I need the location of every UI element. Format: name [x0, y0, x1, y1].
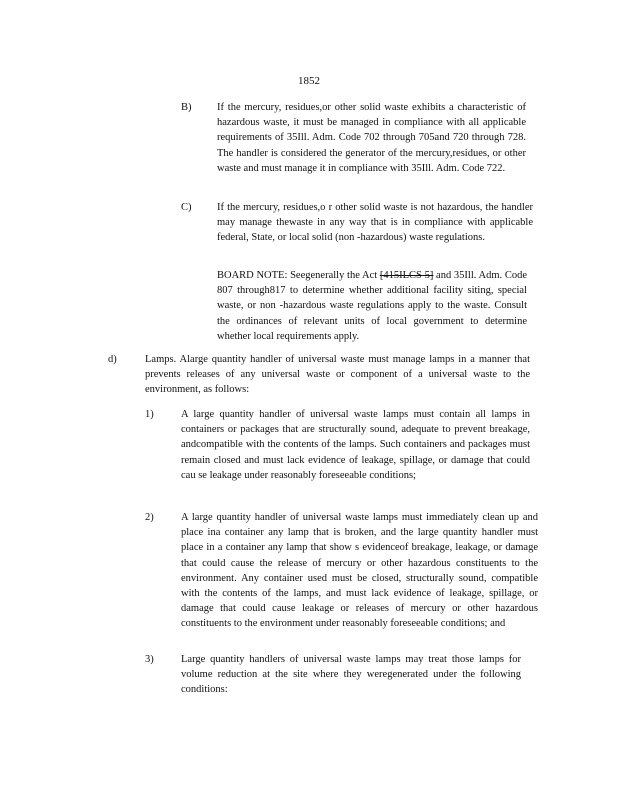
item-d-text: Lamps. Alarge quantity handler of universal waste must manage lamps in a manner that prevents releases of any universal waste or component of a universal waste to the environment, as follows:	[145, 354, 530, 396]
item-c-label: C)	[181, 202, 192, 213]
item-b-text: If the mercury, residues,or other solid waste exhibits a characteristic of hazardous waste, it must be managed in compliance with all applicable requirements of 35Ill. Adm. Code 702 through 705and 720 through 728. The handler is considered the generator of the mercury,residues, or other waste and must manage it in compliance with 35Ill. Adm. Code 722.	[217, 102, 526, 174]
item-d2-label: 2)	[145, 512, 154, 523]
board-note-prefix: BOARD NOTE: Seegenerally the Act	[217, 270, 380, 281]
item-d3-label: 3)	[145, 654, 154, 665]
item-b-label: B)	[181, 102, 192, 113]
item-c-text: If the mercury, residues,o r other solid waste is not hazardous, the handler may manage thewaste in any way that is in compliance with applicable federal, State, or local solid (non -hazardous) waste regulations.	[217, 202, 533, 244]
board-note-suffix: and 35Ill. Adm. Code 807 through817 to determine whether additional facility siting, special waste, or non -hazardous waste regulations apply to the waste. Consult the ordinances of relevant units of local government to determine whether local requirements apply.	[217, 270, 528, 342]
item-d3	[0, 652, 618, 702]
item-d2-text: A large quantity handler of universal waste lamps must immediately clean up and place ina container any lamp that is broken, and the large quantity handler must place in a container any lamp that show s evidenceof breakage, leakage, or damage that could cause the release of mercury or other hazardous constituents to the environment. Any container used must be closed, structurally sound, compatible with the contents of the lamps, and must lack evidence of leakage, spillage, or damage that could cause leakage or releases of mercury or other hazardous constituents to the environment under reasonably foreseeable conditions; and	[181, 512, 538, 630]
board-note-struck: [415ILCS 5]	[379, 270, 434, 281]
item-d1	[0, 407, 618, 502]
item-d1-label: 1)	[145, 409, 154, 420]
item-d3-text: Large quantity handlers of universal waste lamps may treat those lamps for volume reduction at the site where they weregenerated under the following conditions:	[181, 654, 521, 696]
page-number: 1852	[298, 75, 320, 87]
item-d1-text: A large quantity handler of universal waste lamps must contain all lamps in containers or packages that are structurally sound, adequate to prevent breakage, andcompatible with the contents of the lamps. Such containers and packages must remain closed and must lack evidence of leakage, spillage, or damage that could cau se leakage under reasonably foreseeable conditions;	[181, 409, 530, 481]
item-b	[0, 100, 618, 190]
item-d2	[0, 510, 618, 645]
board-note	[217, 268, 527, 344]
item-d	[0, 352, 618, 402]
item-d-label: d)	[108, 354, 117, 365]
item-c	[0, 200, 618, 260]
